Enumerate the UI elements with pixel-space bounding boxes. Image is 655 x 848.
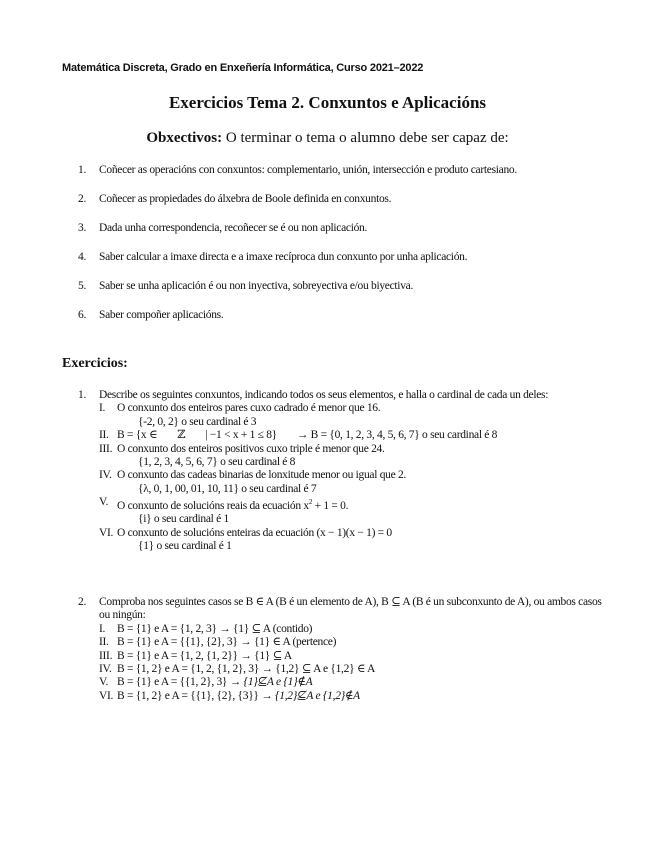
math-expression: {1,2}⊈A e {1,2}∉A <box>274 689 360 702</box>
exercises-heading: Exercicios: <box>62 356 128 371</box>
math-expression: {1}⊈A e {1}∉A <box>243 676 313 689</box>
objectives-label: Obxectivos: <box>146 130 223 146</box>
subitem-pre: B = {1} e A = {{1, 2}, 3} → <box>117 676 244 689</box>
objective-item <box>78 192 598 206</box>
subitem-text: O conxunto dos enteiros pares cuxo cadrado é menor que 16. <box>117 402 381 415</box>
objective-item <box>78 221 598 235</box>
objectives-line <box>0 130 655 147</box>
subitem-text <box>117 496 348 513</box>
subitem <box>99 527 603 540</box>
set-builder-start: B = {x ∈ <box>117 429 158 442</box>
equation-text: O conxunto de solucións reais da ecuación x <box>117 500 309 513</box>
integers-symbol: ℤ <box>177 429 186 442</box>
objective-number: 1. <box>78 164 87 176</box>
objective-text: Saber calcular a imaxe directa e a imaxe recíproca dun conxunto por unha aplicación. <box>99 251 468 263</box>
objective-number: 5. <box>78 280 87 292</box>
subitem-text: B = {1} e A = {1, 2, {1, 2}} → {1} ⊆ A <box>117 649 292 662</box>
roman-numeral: I. <box>99 622 106 635</box>
subitem <box>99 443 603 456</box>
exercise-number: 1. <box>78 389 87 401</box>
answer: {1} o seu cardinal é 1 <box>138 540 232 553</box>
roman-numeral: VI. <box>99 526 114 539</box>
objective-text: Coñecer as operacións con conxuntos: complementario, unión, intersección e produto cartesiano. <box>99 164 517 176</box>
exponent: 2 <box>308 498 313 507</box>
set-builder-answer: → B = {0, 1, 2, 3, 4, 5, 6, 7} o seu cardinal é 8 <box>296 429 498 442</box>
objective-text: Saber se unha aplicación é ou non inyectiva, sobreyectiva e/ou biyectiva. <box>99 280 414 292</box>
answer: {i} o seu cardinal é 1 <box>138 513 229 526</box>
objective-text: Dada unha correspondencia, recoñecer se é ou non aplicación. <box>99 222 368 234</box>
subitem <box>99 402 603 415</box>
subitem-text: O conxunto das cadeas binarias de lonxitude menor ou igual que 2. <box>117 469 407 482</box>
equation-text: + 1 = 0. <box>312 500 349 513</box>
page-title: Exercicios Tema 2. Conxuntos e Aplicacións <box>168 93 487 112</box>
objective-text: Saber compoñer aplicacións. <box>99 309 224 321</box>
objective-number: 4. <box>78 251 87 263</box>
exercise-number: 2. <box>78 596 87 608</box>
objective-number: 2. <box>78 193 87 205</box>
subitem-text: B = {1, 2} e A = {1, 2, {1, 2}, 3} → {1,2} ⊆ A e {1,2} ∈ A <box>117 663 376 676</box>
roman-numeral: IV. <box>99 469 112 482</box>
objective-number: 3. <box>78 222 87 234</box>
subitem <box>99 469 603 482</box>
roman-numeral: I. <box>99 402 106 415</box>
answer: {1, 2, 3, 4, 5, 6, 7} o seu cardinal é 8 <box>138 456 296 469</box>
subitem-text <box>117 429 497 442</box>
subitem-text: O conxunto de solucións enteiras da ecuación (x − 1)(x − 1) = 0 <box>117 526 392 539</box>
subitem <box>99 690 603 703</box>
subitem-text: B = {1} e A = {1, 2, 3} → {1} ⊆ A (contido) <box>117 622 313 635</box>
exercise-2 <box>78 596 603 703</box>
roman-numeral: II. <box>99 636 109 649</box>
roman-numeral: IV. <box>99 663 112 676</box>
roman-numeral: V. <box>99 676 109 689</box>
objective-item <box>78 250 598 264</box>
objective-item <box>78 279 598 293</box>
subitem-text: B = {1} e A = {{1}, {2}, 3} → {1} ∈ A (pertence) <box>117 636 337 649</box>
objective-number: 6. <box>78 309 87 321</box>
objective-item <box>78 308 598 322</box>
subitem-text: O conxunto dos enteiros positivos cuxo triple é menor que 24. <box>117 442 385 455</box>
exercise-intro <box>78 596 603 623</box>
objective-text: Coñecer as propiedades do álxebra de Boole definida en conxuntos. <box>99 193 392 205</box>
roman-numeral: VI. <box>99 689 114 702</box>
roman-numeral: II. <box>99 429 109 442</box>
exercise-text: Describe os seguintes conxuntos, indicando todos os seus elementos, e halla o cardinal de cada un deles: <box>99 389 549 401</box>
subitem <box>99 496 603 513</box>
roman-numeral: III. <box>99 442 113 455</box>
course-header: Matemática Discreta, Grado en Enxeñería Informática, Curso 2021–2022 <box>62 62 424 74</box>
set-builder-condition: | −1 < x + 1 ≤ 8} <box>205 429 277 442</box>
subitem <box>99 429 603 442</box>
answer: {-2, 0, 2} o seu cardinal é 3 <box>138 415 257 428</box>
subitem-text <box>117 676 312 689</box>
objective-item <box>78 163 598 177</box>
exercise-text: Comproba nos seguintes casos se B ∈ A (B é un elemento de A), B ⊆ A (B é un subconxunto de A), ou ambos casos ou ningún: <box>99 596 602 622</box>
exercise-intro <box>78 389 603 402</box>
subitem <box>99 650 603 663</box>
subitem <box>99 676 603 689</box>
objectives-intro: O terminar o tema o alumno debe ser capaz de: <box>222 130 509 146</box>
roman-numeral: V. <box>99 496 109 509</box>
answer: {λ, 0, 1, 00, 01, 10, 11} o seu cardinal é 7 <box>138 482 317 495</box>
subitem <box>99 663 603 676</box>
subitem <box>99 623 603 636</box>
roman-numeral: III. <box>99 649 113 662</box>
objectives-list <box>78 163 598 337</box>
exercise-1 <box>78 389 603 554</box>
subitem <box>99 636 603 649</box>
subitem-text <box>117 690 360 703</box>
subitem-pre: B = {1, 2} e A = {{1}, {2}, {3}} → <box>117 689 275 702</box>
